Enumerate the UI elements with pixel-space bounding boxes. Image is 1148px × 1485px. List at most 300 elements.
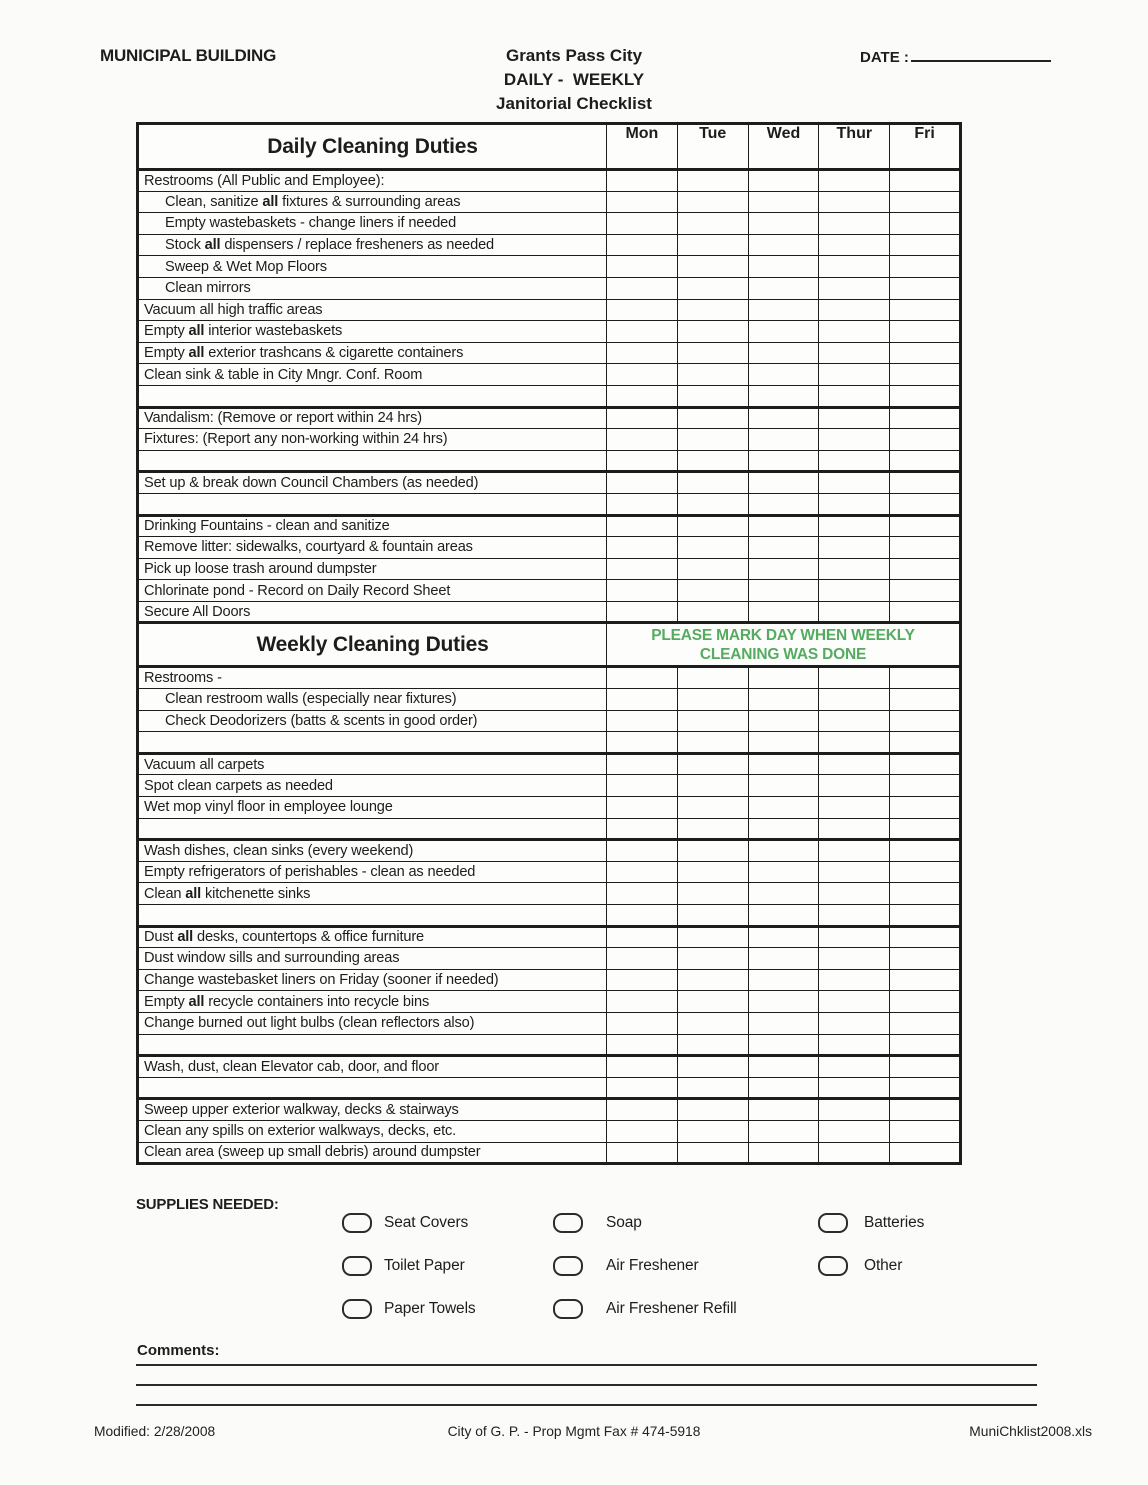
check-cell-thur[interactable] bbox=[819, 1077, 890, 1099]
check-cell-mon[interactable] bbox=[607, 450, 678, 472]
check-cell-tue[interactable] bbox=[677, 883, 748, 905]
check-cell-tue[interactable] bbox=[677, 407, 748, 429]
check-cell-tue[interactable] bbox=[677, 797, 748, 819]
date-input-line[interactable] bbox=[911, 47, 1051, 62]
day-column-header-fri: Fri bbox=[890, 124, 961, 170]
check-cell-tue[interactable] bbox=[677, 1034, 748, 1056]
check-cell-tue[interactable] bbox=[677, 818, 748, 840]
check-cell-mon[interactable] bbox=[607, 342, 678, 364]
supply-checkbox-batteries[interactable] bbox=[818, 1213, 848, 1233]
check-cell-thur[interactable] bbox=[819, 515, 890, 537]
check-cell-tue[interactable] bbox=[677, 710, 748, 732]
check-cell-thur[interactable] bbox=[819, 277, 890, 299]
daily-task-label: Sweep & Wet Mop Floors bbox=[138, 256, 607, 278]
check-cell-fri[interactable] bbox=[890, 818, 961, 840]
check-cell-thur[interactable] bbox=[819, 689, 890, 711]
check-cell-fri[interactable] bbox=[890, 710, 961, 732]
check-cell-tue[interactable] bbox=[677, 1056, 748, 1078]
check-cell-fri[interactable] bbox=[890, 277, 961, 299]
check-cell-mon[interactable] bbox=[607, 775, 678, 797]
check-cell-fri[interactable] bbox=[890, 558, 961, 580]
check-cell-thur[interactable] bbox=[819, 364, 890, 386]
check-cell-tue[interactable] bbox=[677, 905, 748, 927]
weekly-task-label bbox=[138, 1077, 607, 1099]
date-field bbox=[860, 47, 1051, 66]
check-cell-tue[interactable] bbox=[677, 537, 748, 559]
weekly-task-row bbox=[138, 969, 961, 991]
check-cell-tue[interactable] bbox=[677, 926, 748, 948]
check-cell-fri[interactable] bbox=[890, 689, 961, 711]
check-cell-thur[interactable] bbox=[819, 667, 890, 689]
weekly-task-label: Empty all recycle containers into recycle bins bbox=[138, 991, 607, 1013]
check-cell-wed[interactable] bbox=[748, 753, 819, 775]
check-cell-thur[interactable] bbox=[819, 861, 890, 883]
check-cell-wed[interactable] bbox=[748, 689, 819, 711]
check-cell-wed[interactable] bbox=[748, 299, 819, 321]
check-cell-fri[interactable] bbox=[890, 472, 961, 494]
check-cell-fri[interactable] bbox=[890, 213, 961, 235]
check-cell-mon[interactable] bbox=[607, 797, 678, 819]
check-cell-thur[interactable] bbox=[819, 797, 890, 819]
check-cell-mon[interactable] bbox=[607, 710, 678, 732]
check-cell-mon[interactable] bbox=[607, 991, 678, 1013]
weekly-task-row bbox=[138, 991, 961, 1013]
check-cell-tue[interactable] bbox=[677, 321, 748, 343]
weekly-task-label: Change burned out light bulbs (clean reflectors also) bbox=[138, 1012, 607, 1034]
supplies-section bbox=[0, 1196, 1148, 1336]
weekly-task-label bbox=[138, 818, 607, 840]
check-cell-wed[interactable] bbox=[748, 407, 819, 429]
check-cell-thur[interactable] bbox=[819, 883, 890, 905]
check-cell-mon[interactable] bbox=[607, 493, 678, 515]
daily-task-label: Empty wastebaskets - change liners if needed bbox=[138, 213, 607, 235]
check-cell-tue[interactable] bbox=[677, 234, 748, 256]
supply-checkbox-other[interactable] bbox=[818, 1256, 848, 1276]
check-cell-wed[interactable] bbox=[748, 213, 819, 235]
check-cell-tue[interactable] bbox=[677, 840, 748, 862]
check-cell-thur[interactable] bbox=[819, 775, 890, 797]
check-cell-thur[interactable] bbox=[819, 926, 890, 948]
check-cell-wed[interactable] bbox=[748, 905, 819, 927]
supply-checkbox-soap[interactable] bbox=[553, 1213, 583, 1233]
check-cell-thur[interactable] bbox=[819, 601, 890, 623]
check-cell-wed[interactable] bbox=[748, 493, 819, 515]
check-cell-wed[interactable] bbox=[748, 840, 819, 862]
check-cell-wed[interactable] bbox=[748, 537, 819, 559]
weekly-task-row bbox=[138, 1012, 961, 1034]
check-cell-mon[interactable] bbox=[607, 364, 678, 386]
check-cell-wed[interactable] bbox=[748, 321, 819, 343]
check-cell-tue[interactable] bbox=[677, 580, 748, 602]
check-cell-fri[interactable] bbox=[890, 364, 961, 386]
check-cell-mon[interactable] bbox=[607, 905, 678, 927]
check-cell-fri[interactable] bbox=[890, 191, 961, 213]
comment-line[interactable] bbox=[136, 1364, 1037, 1366]
check-cell-thur[interactable] bbox=[819, 948, 890, 970]
check-cell-mon[interactable] bbox=[607, 1056, 678, 1078]
supply-checkbox-air-freshener[interactable] bbox=[553, 1256, 583, 1276]
check-cell-wed[interactable] bbox=[748, 558, 819, 580]
check-cell-wed[interactable] bbox=[748, 191, 819, 213]
check-cell-wed[interactable] bbox=[748, 818, 819, 840]
check-cell-fri[interactable] bbox=[890, 861, 961, 883]
check-cell-wed[interactable] bbox=[748, 667, 819, 689]
check-cell-fri[interactable] bbox=[890, 170, 961, 192]
weekly-task-label: Vacuum all carpets bbox=[138, 753, 607, 775]
daily-task-label: Secure All Doors bbox=[138, 601, 607, 623]
check-cell-mon[interactable] bbox=[607, 170, 678, 192]
check-cell-fri[interactable] bbox=[890, 883, 961, 905]
check-cell-mon[interactable] bbox=[607, 1077, 678, 1099]
daily-task-row bbox=[138, 493, 961, 515]
daily-task-row bbox=[138, 277, 961, 299]
check-cell-thur[interactable] bbox=[819, 710, 890, 732]
check-cell-mon[interactable] bbox=[607, 515, 678, 537]
check-cell-mon[interactable] bbox=[607, 407, 678, 429]
check-cell-tue[interactable] bbox=[677, 667, 748, 689]
check-cell-mon[interactable] bbox=[607, 537, 678, 559]
daily-task-row bbox=[138, 472, 961, 494]
check-cell-wed[interactable] bbox=[748, 1012, 819, 1034]
check-cell-thur[interactable] bbox=[819, 213, 890, 235]
weekly-note: PLEASE MARK DAY WHEN WEEKLY CLEANING WAS DONE bbox=[607, 623, 961, 667]
check-cell-wed[interactable] bbox=[748, 450, 819, 472]
check-cell-wed[interactable] bbox=[748, 732, 819, 754]
check-cell-fri[interactable] bbox=[890, 342, 961, 364]
check-cell-mon[interactable] bbox=[607, 861, 678, 883]
document-title-line1: Grants Pass City bbox=[505, 46, 643, 65]
check-cell-wed[interactable] bbox=[748, 429, 819, 451]
check-cell-wed[interactable] bbox=[748, 1056, 819, 1078]
supply-item-other bbox=[818, 1255, 924, 1277]
daily-task-label: Clean mirrors bbox=[138, 277, 607, 299]
check-cell-thur[interactable] bbox=[819, 342, 890, 364]
check-cell-mon[interactable] bbox=[607, 840, 678, 862]
check-cell-tue[interactable] bbox=[677, 1099, 748, 1121]
check-cell-mon[interactable] bbox=[607, 883, 678, 905]
supply-label: Air Freshener bbox=[606, 1257, 699, 1274]
check-cell-fri[interactable] bbox=[890, 299, 961, 321]
check-cell-fri[interactable] bbox=[890, 1120, 961, 1142]
check-cell-fri[interactable] bbox=[890, 905, 961, 927]
supply-checkbox-seat-covers[interactable] bbox=[342, 1213, 372, 1233]
weekly-task-label bbox=[138, 1034, 607, 1056]
check-cell-thur[interactable] bbox=[819, 493, 890, 515]
check-cell-thur[interactable] bbox=[819, 450, 890, 472]
supply-item-air-freshener-refill bbox=[553, 1298, 737, 1320]
check-cell-tue[interactable] bbox=[677, 861, 748, 883]
check-cell-fri[interactable] bbox=[890, 321, 961, 343]
day-column-header-tue: Tue bbox=[677, 124, 748, 170]
day-column-header-thur: Thur bbox=[819, 124, 890, 170]
supply-checkbox-toilet-paper[interactable] bbox=[342, 1256, 372, 1276]
check-cell-mon[interactable] bbox=[607, 1120, 678, 1142]
check-cell-mon[interactable] bbox=[607, 689, 678, 711]
check-cell-tue[interactable] bbox=[677, 429, 748, 451]
check-cell-wed[interactable] bbox=[748, 948, 819, 970]
check-cell-thur[interactable] bbox=[819, 1034, 890, 1056]
check-cell-thur[interactable] bbox=[819, 1056, 890, 1078]
check-cell-wed[interactable] bbox=[748, 969, 819, 991]
check-cell-fri[interactable] bbox=[890, 1142, 961, 1164]
daily-task-label: Pick up loose trash around dumpster bbox=[138, 558, 607, 580]
check-cell-tue[interactable] bbox=[677, 277, 748, 299]
check-cell-wed[interactable] bbox=[748, 1142, 819, 1164]
check-cell-tue[interactable] bbox=[677, 689, 748, 711]
check-cell-fri[interactable] bbox=[890, 948, 961, 970]
daily-task-row bbox=[138, 364, 961, 386]
check-cell-thur[interactable] bbox=[819, 321, 890, 343]
check-cell-wed[interactable] bbox=[748, 797, 819, 819]
check-cell-thur[interactable] bbox=[819, 1099, 890, 1121]
supply-label: Seat Covers bbox=[384, 1214, 469, 1231]
check-cell-mon[interactable] bbox=[607, 926, 678, 948]
check-cell-wed[interactable] bbox=[748, 861, 819, 883]
check-cell-wed[interactable] bbox=[748, 342, 819, 364]
check-cell-tue[interactable] bbox=[677, 1012, 748, 1034]
check-cell-wed[interactable] bbox=[748, 710, 819, 732]
check-cell-fri[interactable] bbox=[890, 493, 961, 515]
check-cell-tue[interactable] bbox=[677, 558, 748, 580]
comment-line[interactable] bbox=[136, 1404, 1037, 1406]
daily-task-label: Empty all exterior trashcans & cigarette containers bbox=[138, 342, 607, 364]
check-cell-fri[interactable] bbox=[890, 1056, 961, 1078]
weekly-task-label: Clean any spills on exterior walkways, decks, etc. bbox=[138, 1120, 607, 1142]
check-cell-fri[interactable] bbox=[890, 580, 961, 602]
footer-modified-date: Modified: 2/28/2008 bbox=[94, 1424, 216, 1439]
check-cell-fri[interactable] bbox=[890, 753, 961, 775]
check-cell-mon[interactable] bbox=[607, 299, 678, 321]
check-cell-tue[interactable] bbox=[677, 948, 748, 970]
check-cell-thur[interactable] bbox=[819, 537, 890, 559]
check-cell-mon[interactable] bbox=[607, 1034, 678, 1056]
check-cell-thur[interactable] bbox=[819, 299, 890, 321]
daily-task-row bbox=[138, 299, 961, 321]
check-cell-mon[interactable] bbox=[607, 256, 678, 278]
check-cell-thur[interactable] bbox=[819, 753, 890, 775]
daily-task-row bbox=[138, 558, 961, 580]
supply-label: Batteries bbox=[864, 1214, 925, 1231]
check-cell-mon[interactable] bbox=[607, 580, 678, 602]
daily-task-row bbox=[138, 256, 961, 278]
weekly-task-label bbox=[138, 905, 607, 927]
check-cell-thur[interactable] bbox=[819, 191, 890, 213]
check-cell-mon[interactable] bbox=[607, 213, 678, 235]
check-cell-wed[interactable] bbox=[748, 991, 819, 1013]
daily-task-label: Clean, sanitize all fixtures & surrounding areas bbox=[138, 191, 607, 213]
check-cell-tue[interactable] bbox=[677, 450, 748, 472]
check-cell-wed[interactable] bbox=[748, 364, 819, 386]
check-cell-wed[interactable] bbox=[748, 601, 819, 623]
check-cell-fri[interactable] bbox=[890, 515, 961, 537]
check-cell-fri[interactable] bbox=[890, 385, 961, 407]
check-cell-wed[interactable] bbox=[748, 775, 819, 797]
check-cell-fri[interactable] bbox=[890, 234, 961, 256]
check-cell-tue[interactable] bbox=[677, 1142, 748, 1164]
check-cell-mon[interactable] bbox=[607, 1099, 678, 1121]
check-cell-fri[interactable] bbox=[890, 1034, 961, 1056]
check-cell-fri[interactable] bbox=[890, 601, 961, 623]
checklist-table bbox=[136, 122, 962, 1165]
date-label: DATE : bbox=[860, 49, 909, 66]
check-cell-mon[interactable] bbox=[607, 321, 678, 343]
check-cell-thur[interactable] bbox=[819, 170, 890, 192]
footer-filename: MuniChklist2008.xls bbox=[969, 1424, 1092, 1439]
check-cell-fri[interactable] bbox=[890, 991, 961, 1013]
check-cell-mon[interactable] bbox=[607, 1142, 678, 1164]
check-cell-mon[interactable] bbox=[607, 732, 678, 754]
check-cell-mon[interactable] bbox=[607, 601, 678, 623]
check-cell-thur[interactable] bbox=[819, 818, 890, 840]
daily-task-label: Remove litter: sidewalks, courtyard & fountain areas bbox=[138, 537, 607, 559]
daily-task-row bbox=[138, 601, 961, 623]
daily-task-row bbox=[138, 321, 961, 343]
check-cell-thur[interactable] bbox=[819, 580, 890, 602]
check-cell-wed[interactable] bbox=[748, 1034, 819, 1056]
check-cell-wed[interactable] bbox=[748, 926, 819, 948]
check-cell-tue[interactable] bbox=[677, 342, 748, 364]
check-cell-fri[interactable] bbox=[890, 450, 961, 472]
weekly-task-label: Wash, dust, clean Elevator cab, door, and floor bbox=[138, 1056, 607, 1078]
check-cell-tue[interactable] bbox=[677, 299, 748, 321]
check-cell-mon[interactable] bbox=[607, 753, 678, 775]
check-cell-tue[interactable] bbox=[677, 969, 748, 991]
daily-task-label: Clean sink & table in City Mngr. Conf. Room bbox=[138, 364, 607, 386]
check-cell-thur[interactable] bbox=[819, 429, 890, 451]
check-cell-mon[interactable] bbox=[607, 558, 678, 580]
check-cell-mon[interactable] bbox=[607, 948, 678, 970]
check-cell-fri[interactable] bbox=[890, 840, 961, 862]
check-cell-fri[interactable] bbox=[890, 407, 961, 429]
check-cell-wed[interactable] bbox=[748, 277, 819, 299]
check-cell-mon[interactable] bbox=[607, 191, 678, 213]
check-cell-mon[interactable] bbox=[607, 818, 678, 840]
check-cell-tue[interactable] bbox=[677, 213, 748, 235]
supply-checkbox-paper-towels[interactable] bbox=[342, 1299, 372, 1319]
check-cell-tue[interactable] bbox=[677, 385, 748, 407]
check-cell-tue[interactable] bbox=[677, 170, 748, 192]
check-cell-thur[interactable] bbox=[819, 385, 890, 407]
check-cell-wed[interactable] bbox=[748, 234, 819, 256]
daily-task-label: Vandalism: (Remove or report within 24 hrs) bbox=[138, 407, 607, 429]
check-cell-tue[interactable] bbox=[677, 472, 748, 494]
check-cell-wed[interactable] bbox=[748, 515, 819, 537]
check-cell-wed[interactable] bbox=[748, 1099, 819, 1121]
check-cell-mon[interactable] bbox=[607, 1012, 678, 1034]
footer-organization: City of G. P. - Prop Mgmt Fax # 474-5918 bbox=[447, 1424, 701, 1439]
check-cell-tue[interactable] bbox=[677, 775, 748, 797]
daily-task-row bbox=[138, 191, 961, 213]
check-cell-thur[interactable] bbox=[819, 732, 890, 754]
check-cell-wed[interactable] bbox=[748, 883, 819, 905]
check-cell-wed[interactable] bbox=[748, 256, 819, 278]
check-cell-thur[interactable] bbox=[819, 840, 890, 862]
daily-task-label bbox=[138, 450, 607, 472]
check-cell-tue[interactable] bbox=[677, 364, 748, 386]
check-cell-wed[interactable] bbox=[748, 1120, 819, 1142]
supplies-label: SUPPLIES NEEDED: bbox=[136, 1196, 279, 1213]
check-cell-mon[interactable] bbox=[607, 234, 678, 256]
weekly-task-label: Clean all kitchenette sinks bbox=[138, 883, 607, 905]
check-cell-mon[interactable] bbox=[607, 472, 678, 494]
daily-task-row bbox=[138, 385, 961, 407]
supply-checkbox-air-freshener-refill[interactable] bbox=[553, 1299, 583, 1319]
check-cell-fri[interactable] bbox=[890, 667, 961, 689]
check-cell-thur[interactable] bbox=[819, 558, 890, 580]
check-cell-thur[interactable] bbox=[819, 969, 890, 991]
check-cell-tue[interactable] bbox=[677, 601, 748, 623]
check-cell-tue[interactable] bbox=[677, 191, 748, 213]
check-cell-fri[interactable] bbox=[890, 775, 961, 797]
check-cell-tue[interactable] bbox=[677, 256, 748, 278]
check-cell-fri[interactable] bbox=[890, 1099, 961, 1121]
check-cell-tue[interactable] bbox=[677, 1120, 748, 1142]
check-cell-wed[interactable] bbox=[748, 1077, 819, 1099]
weekly-task-row bbox=[138, 667, 961, 689]
check-cell-thur[interactable] bbox=[819, 256, 890, 278]
check-cell-fri[interactable] bbox=[890, 537, 961, 559]
check-cell-tue[interactable] bbox=[677, 493, 748, 515]
weekly-task-label: Sweep upper exterior walkway, decks & stairways bbox=[138, 1099, 607, 1121]
check-cell-mon[interactable] bbox=[607, 277, 678, 299]
weekly-task-row bbox=[138, 905, 961, 927]
check-cell-tue[interactable] bbox=[677, 515, 748, 537]
check-cell-thur[interactable] bbox=[819, 1012, 890, 1034]
check-cell-mon[interactable] bbox=[607, 385, 678, 407]
comment-line[interactable] bbox=[136, 1384, 1037, 1386]
weekly-task-label: Spot clean carpets as needed bbox=[138, 775, 607, 797]
check-cell-wed[interactable] bbox=[748, 385, 819, 407]
check-cell-wed[interactable] bbox=[748, 472, 819, 494]
check-cell-fri[interactable] bbox=[890, 732, 961, 754]
check-cell-tue[interactable] bbox=[677, 732, 748, 754]
check-cell-fri[interactable] bbox=[890, 1077, 961, 1099]
check-cell-fri[interactable] bbox=[890, 969, 961, 991]
weekly-task-row bbox=[138, 861, 961, 883]
check-cell-thur[interactable] bbox=[819, 905, 890, 927]
document-title-line2: DAILY - WEEKLY bbox=[503, 70, 645, 89]
daily-task-row bbox=[138, 213, 961, 235]
check-cell-thur[interactable] bbox=[819, 472, 890, 494]
check-cell-thur[interactable] bbox=[819, 234, 890, 256]
check-cell-tue[interactable] bbox=[677, 991, 748, 1013]
weekly-task-row bbox=[138, 1034, 961, 1056]
check-cell-thur[interactable] bbox=[819, 991, 890, 1013]
check-cell-fri[interactable] bbox=[890, 1012, 961, 1034]
check-cell-tue[interactable] bbox=[677, 1077, 748, 1099]
weekly-task-label: Restrooms - bbox=[138, 667, 607, 689]
check-cell-wed[interactable] bbox=[748, 580, 819, 602]
supply-item-toilet-paper bbox=[342, 1255, 476, 1277]
check-cell-fri[interactable] bbox=[890, 256, 961, 278]
check-cell-tue[interactable] bbox=[677, 753, 748, 775]
check-cell-mon[interactable] bbox=[607, 969, 678, 991]
check-cell-fri[interactable] bbox=[890, 429, 961, 451]
check-cell-thur[interactable] bbox=[819, 1120, 890, 1142]
comments-label: Comments: bbox=[137, 1342, 220, 1359]
weekly-section-title: Weekly Cleaning Duties bbox=[138, 623, 607, 667]
check-cell-thur[interactable] bbox=[819, 1142, 890, 1164]
check-cell-mon[interactable] bbox=[607, 429, 678, 451]
weekly-task-label: Clean area (sweep up small debris) around dumpster bbox=[138, 1142, 607, 1164]
check-cell-mon[interactable] bbox=[607, 667, 678, 689]
check-cell-fri[interactable] bbox=[890, 797, 961, 819]
check-cell-wed[interactable] bbox=[748, 170, 819, 192]
check-cell-fri[interactable] bbox=[890, 926, 961, 948]
daily-task-label: Vacuum all high traffic areas bbox=[138, 299, 607, 321]
supplies-column bbox=[818, 1212, 924, 1298]
check-cell-thur[interactable] bbox=[819, 407, 890, 429]
